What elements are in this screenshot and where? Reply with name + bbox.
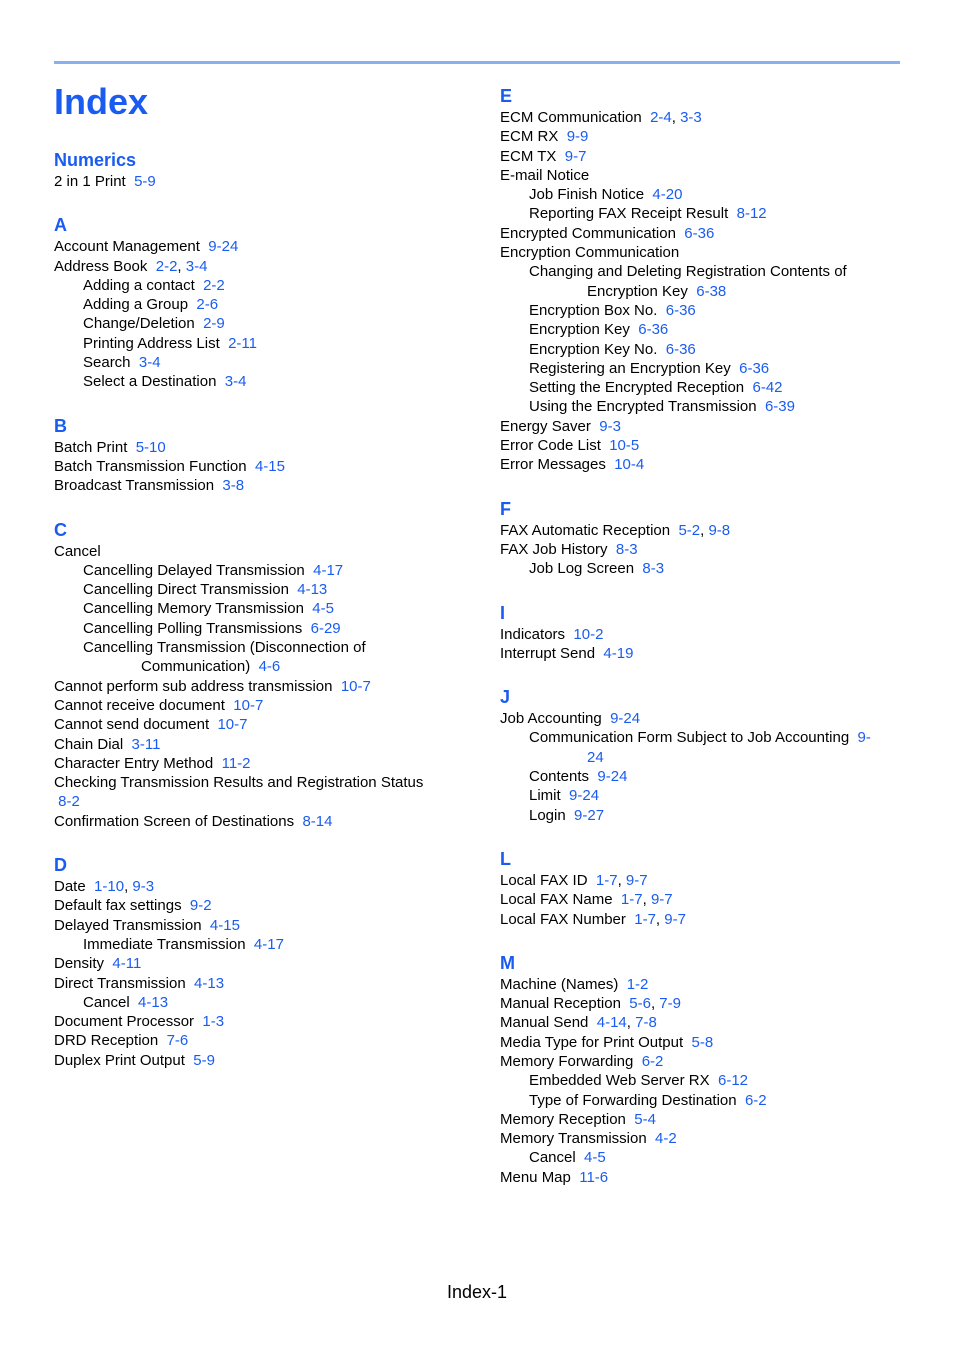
page-link[interactable]: 10-7 bbox=[217, 716, 248, 734]
index-term: Cancelling Memory Transmission bbox=[83, 600, 304, 618]
page-link[interactable]: 6-36 bbox=[665, 301, 696, 319]
index-entry-immediate-transmission bbox=[54, 935, 464, 954]
index-entry-cancel bbox=[500, 1148, 900, 1167]
index-entry-manual-send bbox=[500, 1013, 900, 1032]
page-separator: , bbox=[700, 521, 709, 539]
page-link[interactable]: 7-6 bbox=[166, 1032, 189, 1050]
page-link[interactable]: 4-17 bbox=[253, 935, 284, 953]
index-term: Job Log Screen bbox=[529, 560, 635, 578]
index-entry-address-book bbox=[54, 257, 464, 276]
index-term: Adding a Group bbox=[83, 296, 189, 314]
index-term: Density bbox=[54, 955, 105, 973]
section-heading-f: F bbox=[500, 498, 511, 519]
index-term: Encryption Key No. bbox=[529, 340, 658, 358]
index-entry-manual-reception bbox=[500, 994, 900, 1013]
index-term: Communication Form Subject to Job Accounting bbox=[529, 729, 850, 747]
page-link[interactable]: 4-13 bbox=[138, 993, 169, 1011]
index-entry-density bbox=[54, 954, 464, 973]
index-entry-interrupt-send bbox=[500, 644, 900, 663]
index-entry-embedded-web-server-rx bbox=[500, 1071, 900, 1090]
index-term: DRD Reception bbox=[54, 1032, 159, 1050]
page-link[interactable]: 8-3 bbox=[615, 540, 638, 558]
page-link[interactable]: 9-24 bbox=[569, 787, 600, 805]
index-entry-error-messages bbox=[500, 455, 900, 474]
index-entry-local-fax-number bbox=[500, 910, 900, 929]
index-term: Energy Saver bbox=[500, 417, 591, 435]
index-term: Local FAX Number bbox=[500, 910, 626, 928]
index-entry-fax-job-history bbox=[500, 540, 900, 559]
page-link[interactable]: 9-3 bbox=[599, 417, 621, 435]
index-entry-ecm-rx bbox=[500, 127, 900, 146]
page-link[interactable]: 10-7 bbox=[233, 696, 264, 714]
index-term: Broadcast Transmission bbox=[54, 477, 215, 495]
page-link[interactable]: 5-9 bbox=[193, 1051, 215, 1069]
index-entry-job-accounting bbox=[500, 709, 900, 728]
page-number: Index-1 bbox=[446, 1282, 508, 1302]
page-link[interactable]: 5-6 bbox=[629, 995, 651, 1013]
page-link[interactable]: 4-11 bbox=[112, 955, 142, 973]
index-term: Error Messages bbox=[500, 456, 606, 474]
index-entry-direct-transmission bbox=[54, 974, 464, 993]
page-separator: , bbox=[655, 910, 665, 928]
index-entry-login bbox=[500, 806, 900, 825]
page-link[interactable]: 6-2 bbox=[641, 1052, 664, 1070]
index-entry-menu-map bbox=[500, 1168, 900, 1187]
page-link[interactable]: 5-8 bbox=[691, 1033, 714, 1051]
page-link[interactable]: 10-4 bbox=[614, 456, 645, 474]
index-term: FAX Job History bbox=[500, 540, 608, 558]
page-link[interactable]: 4-13 bbox=[194, 974, 225, 992]
index-term: Local FAX ID bbox=[500, 871, 588, 889]
page-link[interactable]: 9-9 bbox=[566, 128, 589, 146]
index-entry-reporting-fax-receipt-result bbox=[500, 204, 900, 223]
index-term: Batch Transmission Function bbox=[54, 457, 247, 475]
index-term: Cancelling Transmission (Disconnection of bbox=[83, 639, 366, 657]
index-term: Change/Deletion bbox=[83, 315, 195, 333]
index-term: Machine (Names) bbox=[500, 975, 619, 993]
section-gap bbox=[54, 191, 464, 213]
page-link[interactable]: 2-9 bbox=[203, 315, 225, 333]
page-link[interactable]: 24 bbox=[587, 748, 604, 766]
page-link[interactable]: 2-6 bbox=[196, 296, 219, 314]
section-heading-numerics: Numerics bbox=[54, 150, 137, 170]
page-link[interactable]: 4-15 bbox=[209, 916, 240, 934]
page-link[interactable]: 6-36 bbox=[638, 321, 669, 339]
page-link[interactable]: 1-10 bbox=[94, 878, 125, 896]
page-link[interactable]: 9-24 bbox=[208, 238, 239, 256]
index-term-continuation bbox=[529, 282, 900, 301]
right-index-column bbox=[500, 84, 900, 1187]
index-entry-encryption-key bbox=[500, 320, 900, 339]
section-heading-i: I bbox=[500, 602, 506, 623]
index-entry-delayed-transmission bbox=[54, 916, 464, 935]
index-term: Cancelling Direct Transmission bbox=[83, 581, 289, 599]
index-entry-memory-reception bbox=[500, 1110, 900, 1129]
index-entry-cancelling-memory-transmission bbox=[54, 599, 464, 618]
index-term-continued-text: Communication) bbox=[141, 658, 251, 676]
page-link[interactable]: 5-9 bbox=[134, 173, 156, 190]
section-heading-d: D bbox=[54, 855, 67, 876]
page-title: Index bbox=[54, 81, 149, 122]
index-entry-2-in-1-print bbox=[54, 172, 464, 191]
page-link[interactable]: 1-7 bbox=[634, 910, 656, 928]
index-entry-adding-a-group bbox=[54, 295, 464, 314]
index-entry-setting-the-encrypted-reception bbox=[500, 378, 900, 397]
page-link[interactable]: 2-2 bbox=[203, 276, 225, 294]
index-entry-e-mail-notice bbox=[500, 166, 900, 185]
section-heading-m: M bbox=[500, 952, 515, 973]
section-heading-a: A bbox=[54, 215, 67, 236]
page-link[interactable]: 8-14 bbox=[302, 812, 333, 830]
index-entry-cancelling-direct-transmission bbox=[54, 580, 464, 599]
index-term: Cancelling Polling Transmissions bbox=[83, 619, 303, 637]
index-term: Account Management bbox=[54, 238, 200, 256]
index-entry-cannot-send-document bbox=[54, 715, 464, 734]
page-link[interactable]: 9-7 bbox=[650, 891, 673, 909]
index-term: Encryption Box No. bbox=[529, 301, 658, 319]
index-entry-registering-an-encryption-key bbox=[500, 359, 900, 378]
index-term: Immediate Transmission bbox=[83, 935, 246, 953]
page-separator: , bbox=[177, 257, 186, 275]
page-link[interactable]: 11-2 bbox=[221, 754, 251, 772]
index-entry-adding-a-contact bbox=[54, 276, 464, 295]
section-gap bbox=[500, 579, 900, 601]
index-term: Chain Dial bbox=[54, 735, 124, 753]
page-link[interactable]: 8-12 bbox=[736, 205, 767, 223]
index-term: Adding a contact bbox=[83, 276, 195, 294]
page-link[interactable]: 8-2 bbox=[58, 793, 80, 811]
index-entry-encryption-box-no bbox=[500, 301, 900, 320]
top-rule bbox=[54, 61, 900, 64]
index-term: Memory Reception bbox=[500, 1110, 626, 1128]
index-term: Checking Transmission Results and Registration Status bbox=[54, 774, 424, 792]
page-link[interactable]: 5-2 bbox=[678, 521, 701, 539]
page-link[interactable]: 6-39 bbox=[764, 398, 795, 416]
page-link[interactable]: 4-19 bbox=[603, 644, 634, 662]
index-term: Job Finish Notice bbox=[529, 186, 645, 204]
index-term: Cancel bbox=[54, 542, 101, 560]
index-term: Using the Encrypted Transmission bbox=[529, 398, 757, 416]
index-term: Login bbox=[529, 806, 566, 824]
index-term: Local FAX Name bbox=[500, 891, 613, 909]
index-entry-cancelling-delayed-transmission bbox=[54, 561, 464, 580]
section-gap bbox=[500, 663, 900, 685]
section-gap bbox=[500, 475, 900, 497]
index-entry-memory-forwarding bbox=[500, 1052, 900, 1071]
page-link[interactable]: 4-5 bbox=[312, 600, 334, 618]
index-entry-changing-and-deleting-registration-contents-of bbox=[500, 262, 900, 301]
section-heading-l: L bbox=[500, 848, 511, 869]
index-entry-cancelling-polling-transmissions bbox=[54, 619, 464, 638]
page-link[interactable]: 3-4 bbox=[138, 354, 161, 372]
page-link[interactable]: 9-24 bbox=[597, 768, 628, 786]
page-link[interactable]: 10-5 bbox=[609, 437, 640, 455]
index-entry-job-finish-notice bbox=[500, 185, 900, 204]
index-entry-confirmation-screen-of-destinations bbox=[54, 812, 464, 831]
index-entry-batch-print bbox=[54, 438, 464, 457]
index-term: ECM TX bbox=[500, 147, 557, 165]
section-heading-e: E bbox=[500, 86, 513, 106]
page-link[interactable]: 3-3 bbox=[680, 109, 702, 126]
index-term: Indicators bbox=[500, 625, 566, 643]
index-term: Job Accounting bbox=[500, 710, 602, 728]
page-link[interactable]: 6-36 bbox=[684, 224, 715, 242]
index-entry-cannot-receive-document bbox=[54, 696, 464, 715]
page-link[interactable]: 4-14 bbox=[596, 1014, 627, 1032]
section-gap bbox=[54, 831, 464, 853]
index-term: Manual Send bbox=[500, 1014, 589, 1032]
index-term-continuation bbox=[83, 657, 464, 676]
index-entry-encryption-key-no bbox=[500, 340, 900, 359]
page-link[interactable]: 1-2 bbox=[626, 975, 649, 993]
page-link[interactable]: 7-8 bbox=[635, 1014, 657, 1032]
page-link[interactable]: 2-2 bbox=[155, 257, 178, 275]
page-link[interactable]: 4-5 bbox=[584, 1149, 606, 1167]
page-separator: , bbox=[124, 878, 133, 896]
index-term: Limit bbox=[529, 787, 561, 805]
index-term: Printing Address List bbox=[83, 334, 220, 352]
page-link[interactable]: 4-2 bbox=[655, 1130, 677, 1148]
index-entry-local-fax-id bbox=[500, 871, 900, 890]
index-term: Delayed Transmission bbox=[54, 916, 202, 934]
page-link[interactable]: 4-20 bbox=[652, 186, 683, 204]
index-term: Contents bbox=[529, 768, 590, 786]
section-gap bbox=[54, 496, 464, 518]
page-link[interactable]: 9- bbox=[857, 729, 871, 747]
section-gap bbox=[54, 392, 464, 414]
index-entry-contents bbox=[500, 767, 900, 786]
page-link[interactable]: 6-29 bbox=[310, 619, 341, 637]
page-separator: , bbox=[626, 1014, 636, 1032]
index-entry-encryption-communication bbox=[500, 243, 900, 262]
index-term: E-mail Notice bbox=[500, 166, 590, 184]
page-link[interactable]: 4-13 bbox=[297, 581, 328, 599]
page-link[interactable]: 4-17 bbox=[313, 561, 344, 579]
page-separator: , bbox=[650, 995, 660, 1013]
index-entry-chain-dial bbox=[54, 735, 464, 754]
index-term: Search bbox=[83, 354, 131, 372]
page-separator: , bbox=[617, 871, 626, 889]
index-entry-energy-saver bbox=[500, 417, 900, 436]
page-link[interactable]: 3-4 bbox=[185, 257, 208, 275]
page-link[interactable]: 1-7 bbox=[620, 891, 643, 909]
index-term: Batch Print bbox=[54, 438, 128, 456]
index-term: Default fax settings bbox=[54, 897, 182, 915]
index-entry-error-code-list bbox=[500, 436, 900, 455]
index-term: Type of Forwarding Destination bbox=[529, 1091, 737, 1109]
index-term: FAX Automatic Reception bbox=[500, 521, 671, 539]
page-link[interactable]: 7-9 bbox=[659, 995, 681, 1013]
page-link[interactable]: 1-3 bbox=[202, 1013, 225, 1031]
page-link[interactable]: 2-11 bbox=[228, 334, 258, 352]
index-term: Manual Reception bbox=[500, 995, 621, 1013]
page-link[interactable]: 6-12 bbox=[718, 1072, 749, 1090]
index-term: ECM RX bbox=[500, 128, 559, 146]
index-entry-local-fax-name bbox=[500, 890, 900, 909]
index-entry-cannot-perform-sub-address-transmission bbox=[54, 677, 464, 696]
page-link[interactable]: 8-3 bbox=[642, 560, 665, 578]
index-entry-fax-automatic-reception bbox=[500, 521, 900, 540]
index-entry-search bbox=[54, 353, 464, 372]
index-term: ECM Communication bbox=[500, 109, 642, 126]
page-separator: , bbox=[642, 891, 651, 909]
index-term: Media Type for Print Output bbox=[500, 1033, 684, 1051]
index-entry-type-of-forwarding-destination bbox=[500, 1091, 900, 1110]
index-term: Cancel bbox=[529, 1149, 576, 1167]
index-entry-broadcast-transmission bbox=[54, 476, 464, 495]
index-term: Cannot receive document bbox=[54, 696, 225, 714]
page-link[interactable]: 9-7 bbox=[625, 871, 648, 889]
page-link[interactable]: 9-3 bbox=[132, 878, 155, 896]
index-term: 2 in 1 Print bbox=[54, 173, 126, 190]
page-link[interactable]: 4-15 bbox=[254, 457, 285, 475]
page-link[interactable]: 6-38 bbox=[696, 282, 727, 300]
page-link[interactable]: 9-7 bbox=[664, 910, 686, 928]
index-term: Encryption Key bbox=[529, 321, 630, 339]
index-term: Changing and Deleting Registration Contents of bbox=[529, 263, 847, 281]
index-term-continued-text: Encryption Key bbox=[587, 282, 688, 300]
index-entry-duplex-print-output bbox=[54, 1051, 464, 1070]
index-entry-character-entry-method bbox=[54, 754, 464, 773]
index-entry-ecm-tx bbox=[500, 147, 900, 166]
index-entry-using-the-encrypted-transmission bbox=[500, 397, 900, 416]
index-entry-account-management bbox=[54, 237, 464, 256]
page-link[interactable]: 3-4 bbox=[224, 373, 247, 391]
page-link[interactable]: 9-2 bbox=[189, 897, 212, 915]
index-term: Confirmation Screen of Destinations bbox=[54, 812, 295, 830]
page-link[interactable]: 2-4 bbox=[650, 109, 672, 126]
page-link[interactable]: 6-36 bbox=[665, 340, 696, 358]
index-entry-memory-transmission bbox=[500, 1129, 900, 1148]
index-term: Direct Transmission bbox=[54, 974, 186, 992]
page-link[interactable]: 9-8 bbox=[708, 521, 731, 539]
index-entry-drd-reception bbox=[54, 1031, 464, 1050]
index-term: Cancel bbox=[83, 993, 130, 1011]
page-link[interactable]: 6-2 bbox=[744, 1091, 767, 1109]
index-entry-cancel bbox=[54, 993, 464, 1012]
index-term: Menu Map bbox=[500, 1168, 571, 1186]
page-link[interactable]: 9-24 bbox=[610, 710, 641, 728]
index-entry-machine-names bbox=[500, 975, 900, 994]
index-entry-limit bbox=[500, 786, 900, 805]
index-entry-document-processor bbox=[54, 1012, 464, 1031]
section-gap bbox=[500, 825, 900, 847]
index-term: Reporting FAX Receipt Result bbox=[529, 205, 729, 223]
index-term: Encryption Communication bbox=[500, 244, 680, 262]
page-link[interactable]: 10-2 bbox=[573, 625, 604, 643]
index-entry-indicators bbox=[500, 625, 900, 644]
index-term: Cannot send document bbox=[54, 716, 210, 734]
page-link-continuation bbox=[529, 748, 900, 767]
index-term: Date bbox=[54, 878, 86, 896]
page-link[interactable]: 11-6 bbox=[579, 1168, 609, 1186]
index-entry-communication-form-subject-to-job-accounting bbox=[500, 728, 900, 767]
index-term: Select a Destination bbox=[83, 373, 217, 391]
index-term: Interrupt Send bbox=[500, 644, 596, 662]
index-entry-job-log-screen bbox=[500, 559, 900, 578]
index-term: Encrypted Communication bbox=[500, 224, 676, 242]
index-entry-default-fax-settings bbox=[54, 896, 464, 915]
index-term: Duplex Print Output bbox=[54, 1051, 185, 1069]
page-link[interactable]: 9-27 bbox=[574, 806, 605, 824]
index-term: Memory Transmission bbox=[500, 1130, 647, 1148]
index-term: Character Entry Method bbox=[54, 754, 214, 772]
page-link[interactable]: 3-8 bbox=[222, 477, 245, 495]
page-link[interactable]: 3-11 bbox=[131, 735, 161, 753]
page-link[interactable]: 6-42 bbox=[752, 379, 783, 397]
page-link[interactable]: 9-7 bbox=[564, 147, 587, 165]
index-term: Address Book bbox=[54, 257, 148, 275]
index-entry-batch-transmission-function bbox=[54, 457, 464, 476]
page-separator: , bbox=[671, 109, 681, 126]
index-term: Embedded Web Server RX bbox=[529, 1072, 710, 1090]
page-link[interactable]: 5-10 bbox=[135, 438, 166, 456]
index-term: Memory Forwarding bbox=[500, 1052, 634, 1070]
index-entry-checking-transmission-results-and-registration-status bbox=[54, 773, 464, 812]
index-entry-change-deletion bbox=[54, 314, 464, 333]
page-link[interactable]: 6-36 bbox=[739, 359, 770, 377]
index-term: Cancelling Delayed Transmission bbox=[83, 561, 305, 579]
index-entry-encrypted-communication bbox=[500, 224, 900, 243]
section-heading-j: J bbox=[500, 687, 511, 708]
index-entry-cancel bbox=[54, 542, 464, 561]
index-entry-select-a-destination bbox=[54, 372, 464, 391]
section-heading-b: B bbox=[54, 415, 67, 436]
index-term: Cannot perform sub address transmission bbox=[54, 677, 333, 695]
page-link[interactable]: 1-7 bbox=[595, 871, 618, 889]
index-entry-ecm-communication bbox=[500, 108, 900, 127]
index-entry-date bbox=[54, 877, 464, 896]
page-link[interactable]: 5-4 bbox=[634, 1110, 656, 1128]
index-term: Setting the Encrypted Reception bbox=[529, 379, 745, 397]
index-term: Error Code List bbox=[500, 437, 601, 455]
section-heading-c: C bbox=[54, 519, 67, 540]
left-index-column bbox=[54, 148, 464, 1070]
page-link[interactable]: 4-6 bbox=[258, 658, 281, 676]
index-term: Registering an Encryption Key bbox=[529, 359, 731, 377]
page-link[interactable]: 10-7 bbox=[340, 677, 371, 695]
index-term: Document Processor bbox=[54, 1013, 195, 1031]
index-entry-media-type-for-print-output bbox=[500, 1033, 900, 1052]
index-entry-printing-address-list bbox=[54, 334, 464, 353]
index-entry-cancelling-transmission-disconnection-of bbox=[54, 638, 464, 677]
section-gap bbox=[500, 929, 900, 951]
